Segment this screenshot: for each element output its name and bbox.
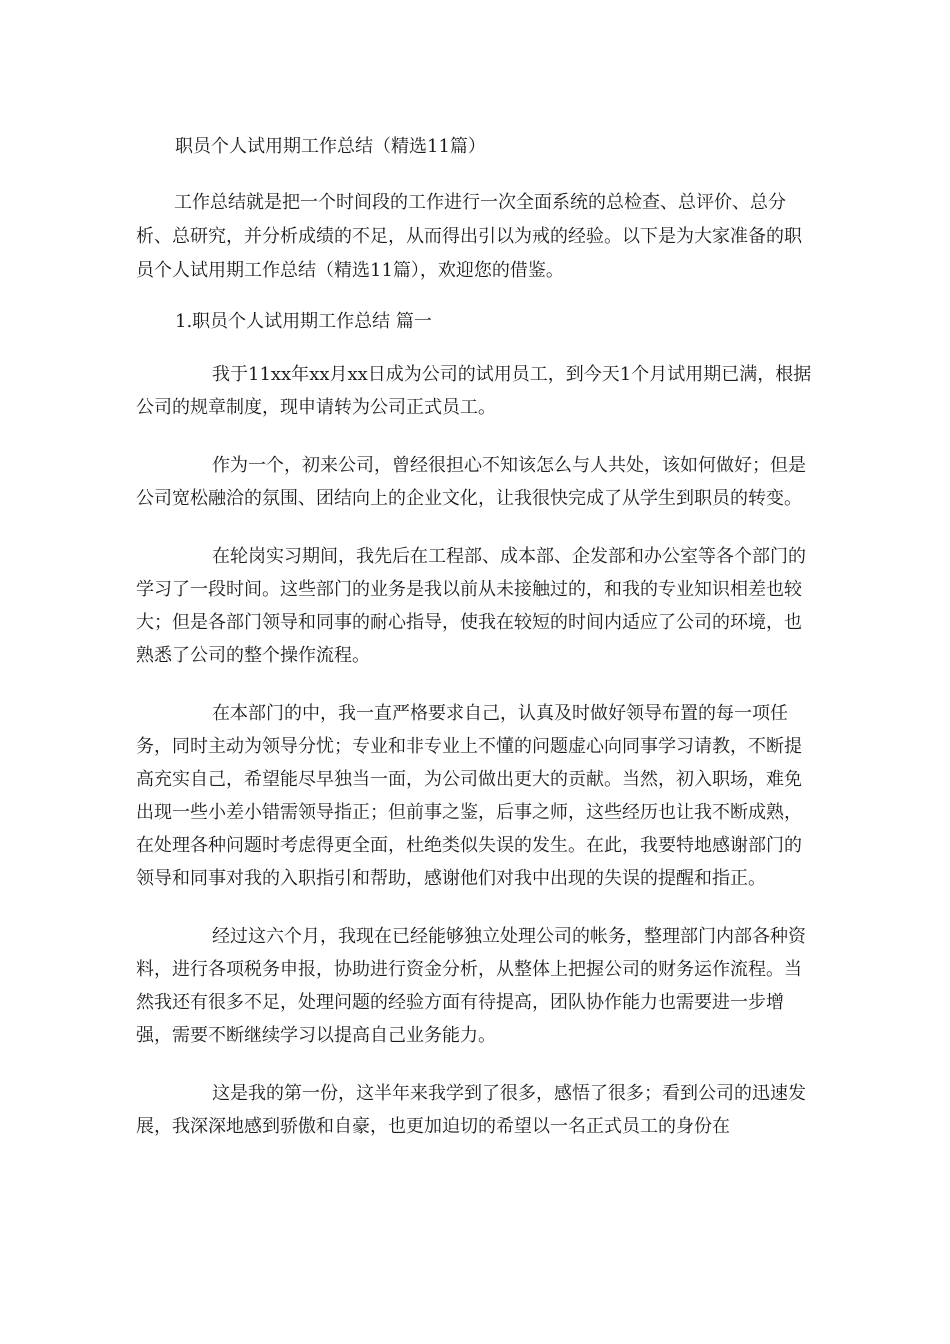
intro-paragraph: 工作总结就是把一个时间段的工作进行一次全面系统的总检查、总评价、总分析、总研究，并分析成绩的不足，从而得出引以为戒的经验。以下是为大家准备的职员个人试用期工作总结（精选11篇），欢迎您的借鉴。 bbox=[136, 192, 802, 281]
body-paragraph: 这是我的第一份，这半年来我学到了很多，感悟了很多；看到公司的迅速发展，我深深地感到骄傲和自豪，也更加迫切的希望以一名正式员工的身份在 bbox=[136, 1083, 806, 1137]
body-paragraph: 在轮岗实习期间，我先后在工程部、成本部、企发部和办公室等各个部门的学习了一段时间。这些部门的业务是我以前从未接触过的，和我的专业知识相差也较大；但是各部门领导和同事的耐心指导，使我在较短的时间内适应了公司的环境，也熟悉了公司的整个操作流程。 bbox=[136, 546, 806, 666]
document-title: 职员个人试用期工作总结（精选11篇） bbox=[175, 136, 486, 157]
body-text bbox=[136, 358, 816, 1168]
section-heading: 1.职员个人试用期工作总结 篇一 bbox=[175, 311, 432, 332]
body-paragraph: 作为一个，初来公司，曾经很担心不知该怎么与人共处，该如何做好；但是公司宽松融洽的氛围、团结向上的企业文化，让我很快完成了从学生到职员的转变。 bbox=[136, 455, 806, 509]
body-paragraph: 经过这六个月，我现在已经能够独立处理公司的帐务，整理部门内部各种资料，进行各项税务申报，协助进行资金分析，从整体上把握公司的财务运作流程。当然我还有很多不足，处理问题的经验方面有待提高，团队协作能力也需要进一步增强，需要不断继续学习以提高自己业务能力。 bbox=[136, 926, 806, 1046]
body-paragraph: 我于11xx年xx月xx日成为公司的试用员工，到今天1个月试用期已满，根据公司的规章制度，现申请转为公司正式员工。 bbox=[136, 364, 812, 418]
body-paragraph: 在本部门的中，我一直严格要求自己，认真及时做好领导布置的每一项任务，同时主动为领导分忧；专业和非专业上不懂的问题虚心向同事学习请教，不断提高充实自己，希望能尽早独当一面，为公司做出更大的贡献。当然，初入职场，难免出现一些小差小错需领导指正；但前事之鉴，后事之师，这些经历也让我不断成熟，在处理各种问题时考虑得更全面，杜绝类似失误的发生。在此，我要特地感谢部门的领导和同事对我的入职指引和帮助，感谢他们对我中出现的失误的提醒和指正。 bbox=[136, 703, 802, 889]
